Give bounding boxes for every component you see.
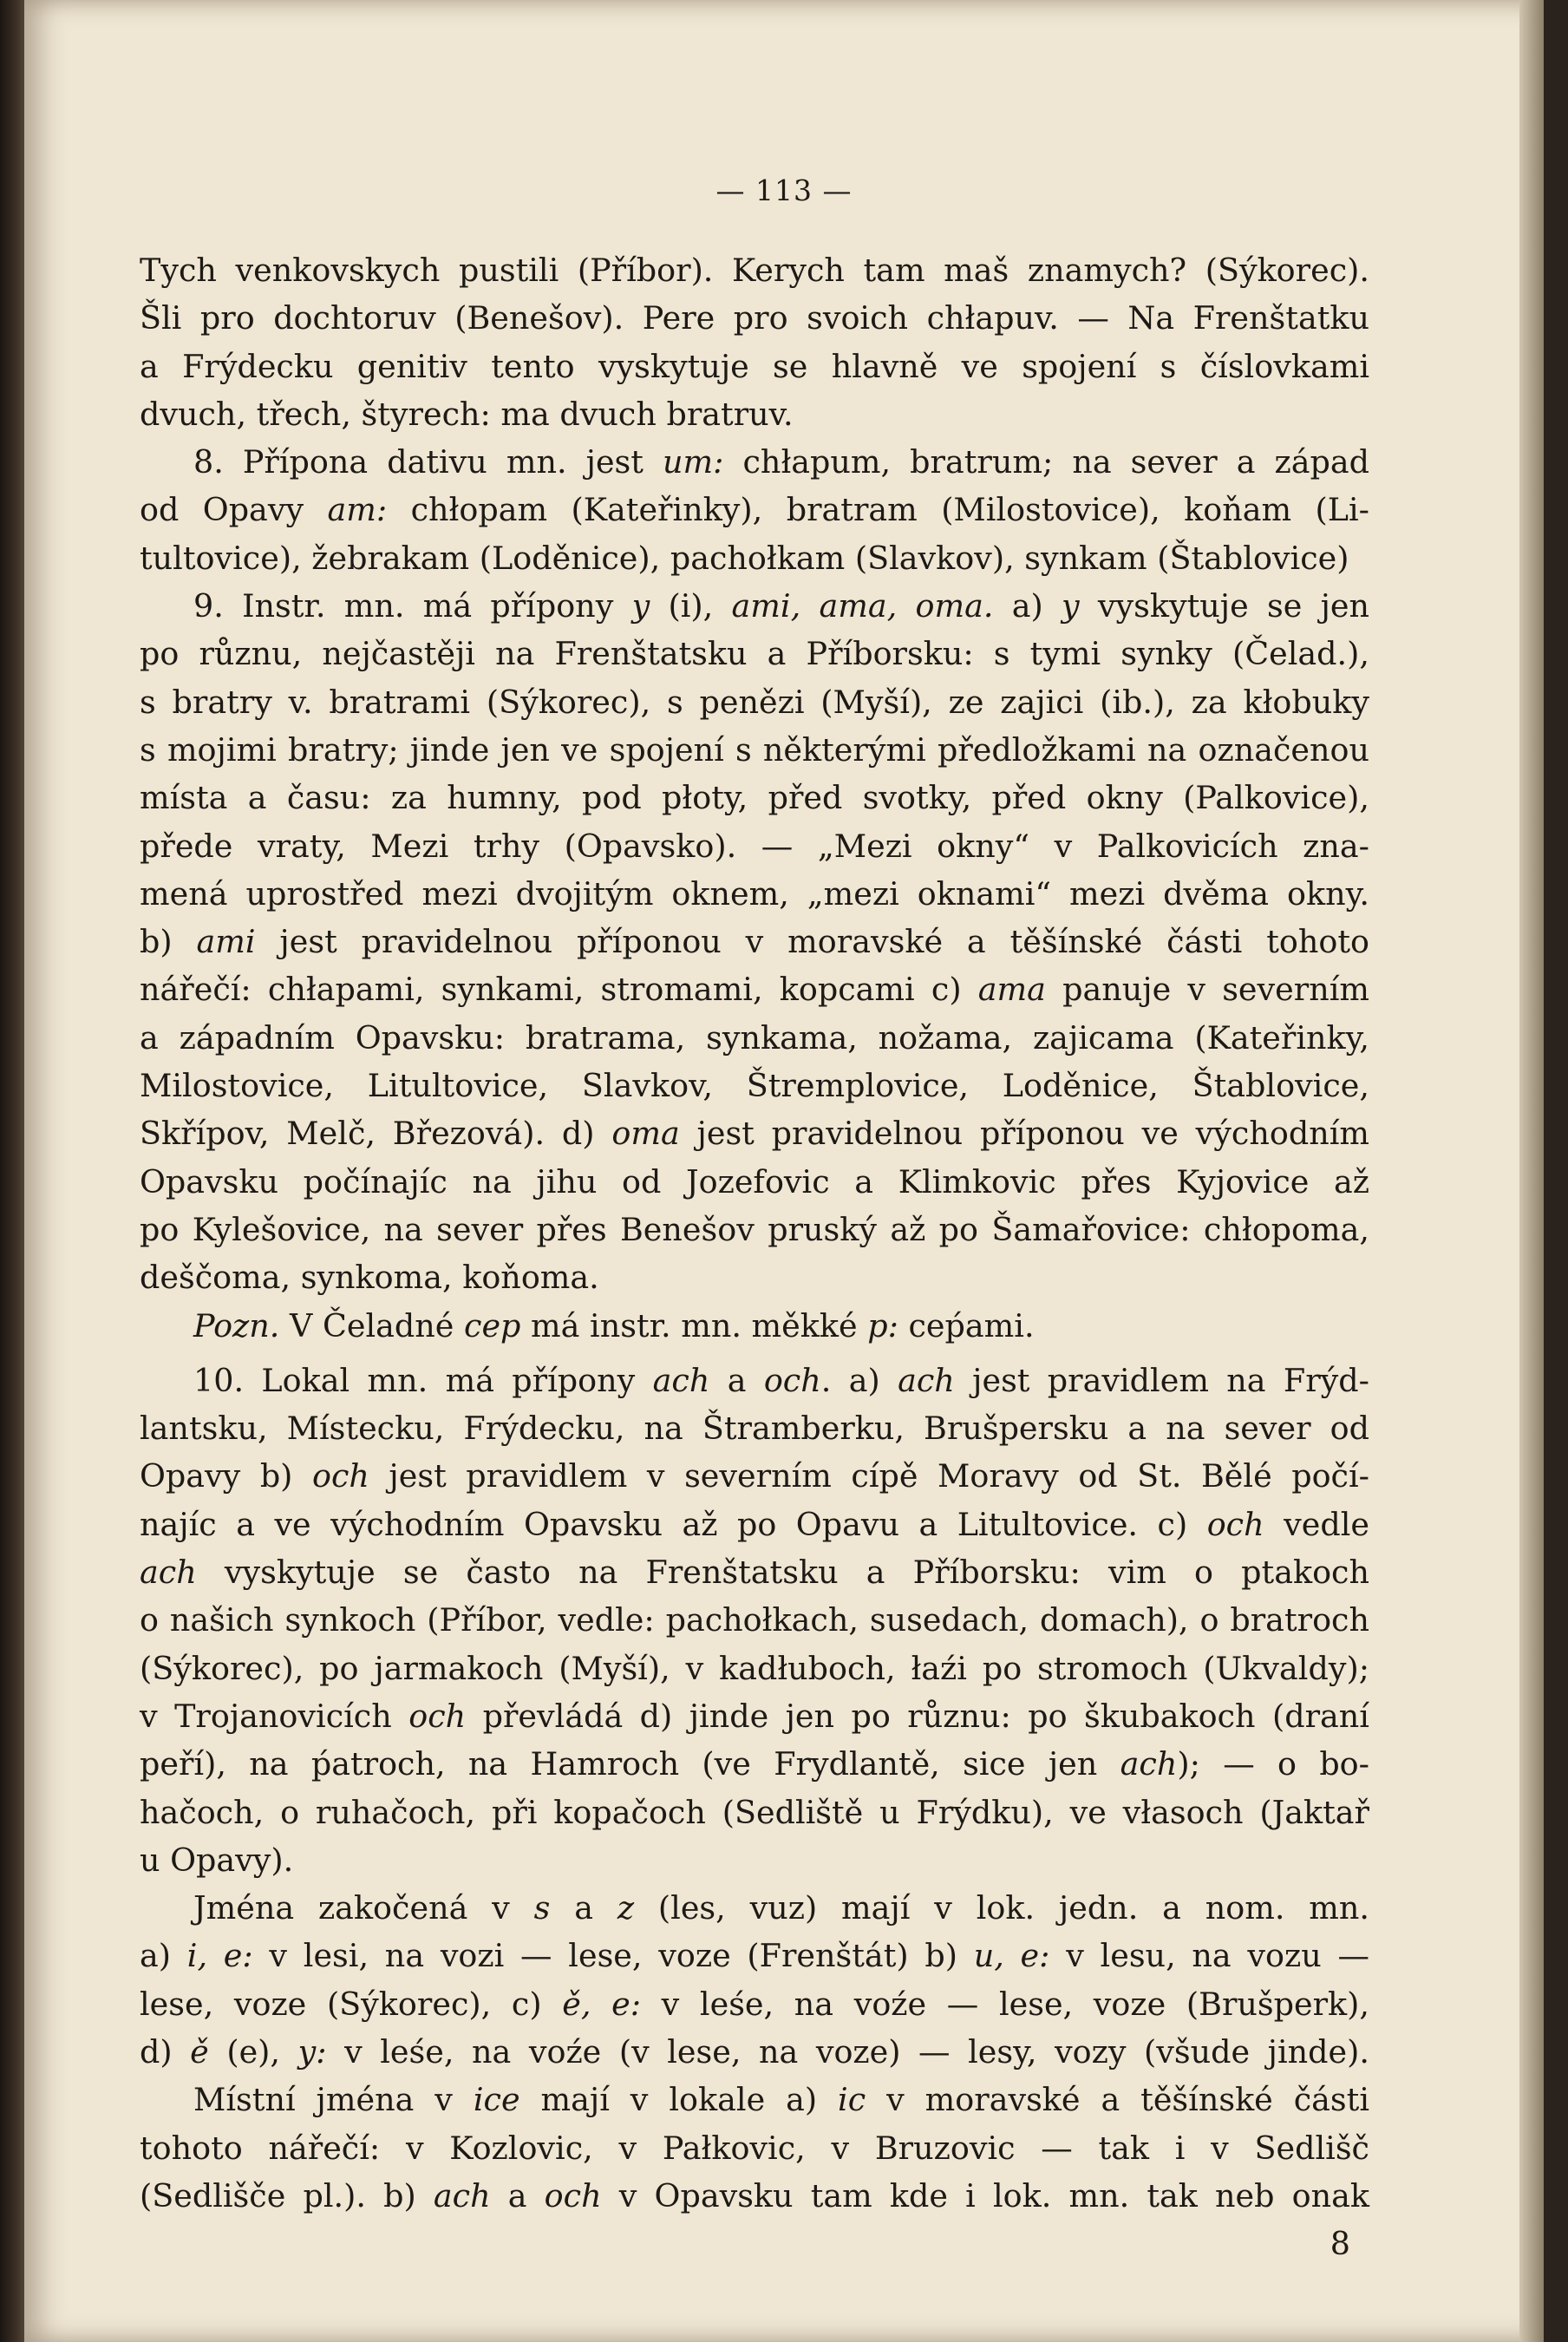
text-line: o našich synkoch (Příbor, vedle: pachołkach, susedach, domach), o bratroch xyxy=(140,1601,1369,1639)
text-line: d) ě (e), y: v leśe, na voźe (v lese, na voze) — lesy, vozy (všude jinde). xyxy=(140,2032,1369,2071)
text-line: přede vraty, Mezi trhy (Opavsko). — „Mezi okny“ v Palkovicích zna- xyxy=(140,827,1369,865)
text-line: Šli pro dochtoruv (Benešov). Pere pro svoich chłapuv. — Na Frenštatku xyxy=(140,299,1369,337)
text-line: (Sýkorec), po jarmakoch (Myší), v kadłuboch, łaźi po stromoch (Ukvaldy); xyxy=(140,1649,1369,1687)
text-line: 8. Přípona dativu mn. jest um: chłapum, bratrum; na sever a západ xyxy=(193,443,1369,481)
text-line: hačoch, o ruhačoch, při kopačoch (Sedliště u Frýdku), ve vłasoch (Jaktař xyxy=(140,1793,1369,1831)
text-line: po Kylešovice, na sever přes Benešov pruský až po Šamařovice: chłopoma, xyxy=(140,1210,1369,1248)
text-line: od Opavy am: chłopam (Kateřinky), bratram (Milostovice), koňam (Li- xyxy=(140,491,1369,529)
text-line: Jména zakočená v s a z (les, vuz) mají v lok. jedn. a nom. mn. xyxy=(193,1889,1369,1927)
text-line: 10. Lokal mn. má přípony ach a och. a) ach jest pravidlem na Frýd- xyxy=(193,1361,1369,1399)
text-line: u Opavy). xyxy=(140,1841,294,1879)
text-line: Opavsku počínajíc na jihu od Jozefovic a Klimkovic přes Kyjovice až xyxy=(140,1162,1369,1200)
book-page xyxy=(24,0,1544,2342)
text-line: Tych venkovskych pustili (Příbor). Kerych tam maš znamych? (Sýkorec). xyxy=(140,252,1369,289)
text-line: Milostovice, Litultovice, Slavkov, Štremplovice, Loděnice, Štablovice, xyxy=(140,1067,1369,1105)
text-line: dvuch, třech, štyrech: ma dvuch bratruv. xyxy=(140,395,794,433)
text-line-note: Pozn. V Čeladné cep má instr. mn. měkké p: ceṕami. xyxy=(193,1306,1035,1344)
text-line: Místní jména v ice mají v lokale a) ic v moravské a těšínské části xyxy=(193,2081,1369,2119)
text-line: 9. Instr. mn. má přípony y (i), ami, ama, oma. a) y vyskytuje se jen xyxy=(193,587,1370,625)
text-line: mená uprostřed mezi dvojitým oknem, „mezi oknami“ mezi dvěma okny. xyxy=(140,874,1369,913)
text-line: Skřípov, Melč, Březová). d) oma jest pravidelnou příponou ve východním xyxy=(140,1115,1369,1153)
text-line: ach vyskytuje se často na Frenštatsku a Příborsku: vim o ptakoch xyxy=(140,1554,1369,1592)
body-text xyxy=(140,246,1369,2267)
text-line: najíc a ve východním Opavsku až po Opavu a Litultovice. c) och vedle xyxy=(140,1505,1369,1543)
text-line: v Trojanovicích och převládá d) jinde jen po různu: po škubakoch (draní xyxy=(140,1697,1369,1735)
text-line: lese, voze (Sýkorec), c) ě, e: v leśe, na voźe — lese, voze (Brušperk), xyxy=(140,1985,1370,2023)
text-line: (Sedlišče pl.). b) ach a och v Opavsku tam kde i lok. mn. tak neb onak xyxy=(140,2176,1370,2214)
page-edge xyxy=(1519,0,1544,2342)
text-line: po různu, nejčastěji na Frenštatsku a Příborsku: s tymi synky (Čelad.), xyxy=(140,635,1369,673)
signature-mark: 8 xyxy=(1330,2225,1350,2263)
text-line: b) ami jest pravidelnou příponou v moravské a těšínské části tohoto xyxy=(140,923,1369,961)
text-line: lantsku, Místecku, Frýdecku, na Štramberku, Brušpersku a na sever od xyxy=(140,1410,1369,1448)
text-line: Opavy b) och jest pravidlem v severním cípě Moravy od St. Bělé počí- xyxy=(140,1457,1370,1495)
text-line: a západním Opavsku: bratrama, synkama, nožama, zajicama (Kateřinky, xyxy=(140,1018,1369,1057)
text-line: s bratry v. bratrami (Sýkorec), s penězi (Myší), ze zajici (ib.), za kłobuky xyxy=(140,683,1369,721)
page-number: — 113 — xyxy=(715,173,853,207)
text-line: peří), na ṕatroch, na Hamroch (ve Frydlantě, sice jen ach); — o bo- xyxy=(140,1745,1369,1783)
text-line: místa a času: za humny, pod płoty, před svotky, před okny (Palkovice), xyxy=(140,779,1369,817)
text-line: s mojimi bratry; jinde jen ve spojení s některými předložkami na označenou xyxy=(140,730,1369,769)
text-line: a Frýdecku genitiv tento vyskytuje se hlavně ve spojení s číslovkami xyxy=(140,347,1369,385)
text-line: tohoto nářečí: v Kozlovic, v Pałkovic, v Bruzovic — tak i v Sedlišč xyxy=(140,2129,1369,2167)
text-line: deščoma, synkoma, koňoma. xyxy=(140,1259,599,1297)
text-line: tultovice), žebrakam (Loděnice), pachołkam (Slavkov), synkam (Štablovice) xyxy=(140,539,1349,577)
text-line: a) i, e: v lesi, na vozi — lese, voze (Frenštát) b) u, e: v lesu, na vozu — xyxy=(140,1937,1369,1975)
text-line: nářečí: chłapami, synkami, stromami, kopcami c) ama panuje v severním xyxy=(140,971,1369,1009)
